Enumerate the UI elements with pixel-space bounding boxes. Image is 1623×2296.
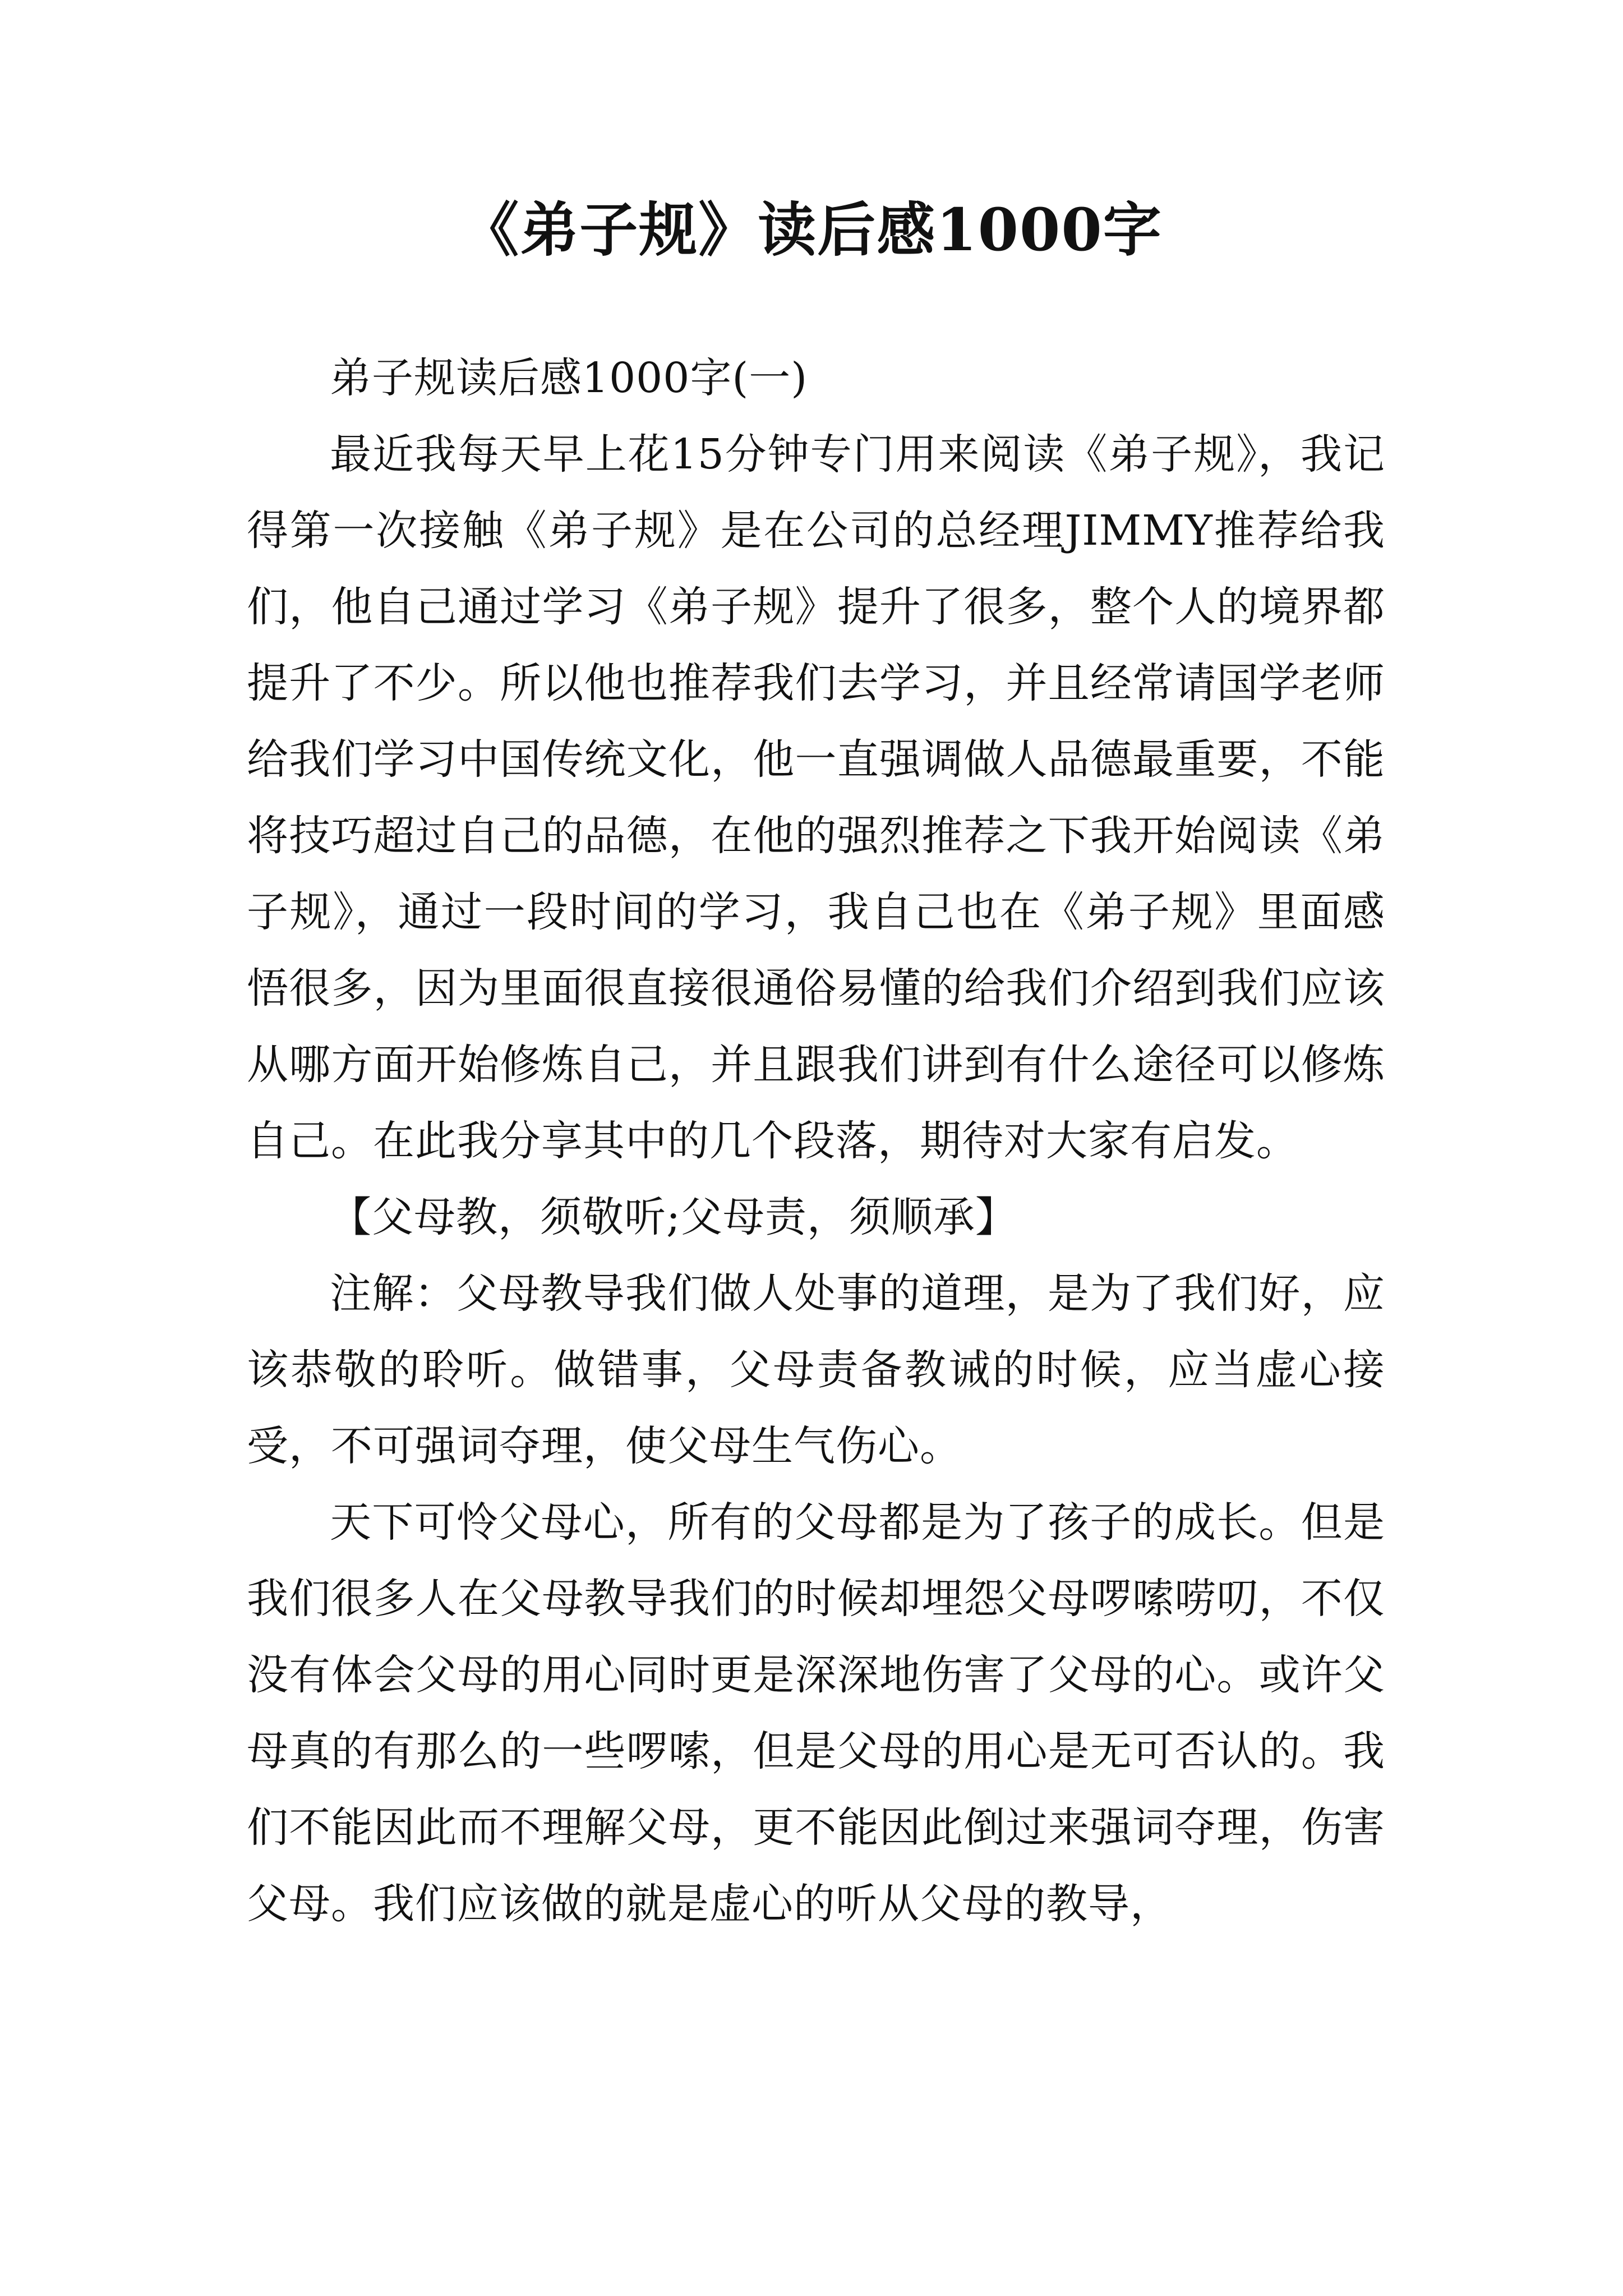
quote-heading: 【父母教，须敬听;父母责，须顺承】 [330, 1193, 1017, 1241]
paragraph-intro: 最近我每天早上花15分钟专门用来阅读《弟子规》，我记得第一次接触《弟子规》是在公司的总经理JIMMY推荐给我们，他自己通过学习《弟子规》提升了很多，整个人的境界都提升了不少。所以他也推荐我们去学习，并且经常请国学老师给我们学习中国传统文化，他一直强调做人品德最重要，不能将技巧超过自己的品德，在他的强烈推荐之下我开始阅读《弟子规》，通过一段时间的学习，我自己也在《弟子规》里面感悟很多，因为里面很直接很通俗易懂的给我们介绍到我们应该从哪方面开始修炼自己，并且跟我们讲到有什么途径可以修炼自己。在此我分享其中的几个段落，期待对大家有启发。 [247, 430, 1385, 1165]
document-body [247, 340, 1385, 1942]
paragraph-annotation: 注解：父母教导我们做人处事的道理，是为了我们好，应该恭敬的聆听。做错事，父母责备教诫的时候，应当虚心接受，不可强词夺理，使父母生气伤心。 [247, 1269, 1385, 1470]
page-title: 《弟子规》读后感1000字 [460, 195, 1163, 264]
paragraph-reflection: 天下可怜父母心，所有的父母都是为了孩子的成长。但是我们很多人在父母教导我们的时候却埋怨父母啰嗦唠叨，不仅没有体会父母的用心同时更是深深地伤害了父母的心。或许父母真的有那么的一些啰嗦，但是父母的用心是无可否认的。我们不能因此而不理解父母，更不能因此倒过来强词夺理，伤害父母。我们应该做的就是虚心的听从父母的教导， [247, 1498, 1385, 1928]
section-heading: 弟子规读后感1000字(一) [330, 354, 808, 402]
